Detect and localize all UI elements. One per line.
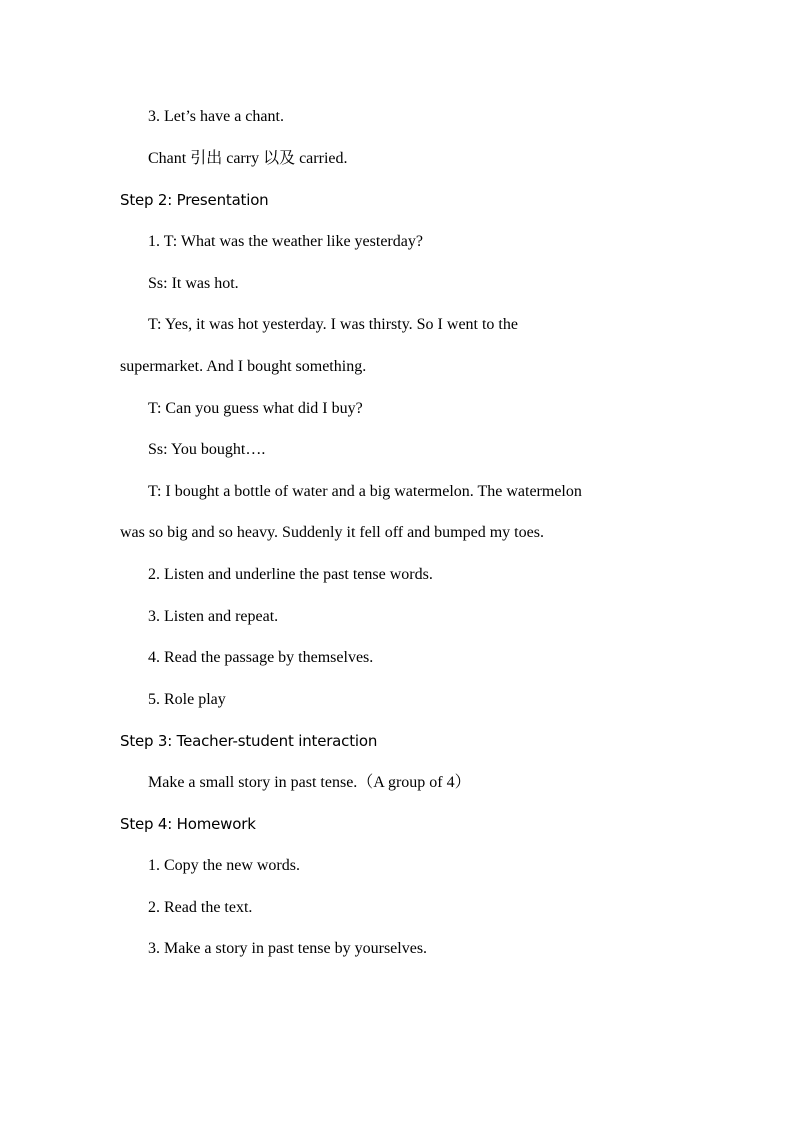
dialogue-line: Ss: You bought…. — [148, 441, 266, 458]
presentation-item-4: 4. Read the passage by themselves. — [148, 649, 374, 666]
homework-item-1: 1. Copy the new words. — [148, 857, 300, 874]
presentation-item-1: 1. T: What was the weather like yesterday? — [148, 233, 423, 250]
homework-item-2: 2. Read the text. — [148, 899, 253, 916]
dialogue-line: Ss: It was hot. — [148, 275, 239, 292]
dialogue-line: T: Yes, it was hot yesterday. I was thirsty. So I went to the — [148, 316, 518, 333]
interaction-item: Make a small story in past tense.（A group of 4） — [148, 774, 471, 791]
step-2-heading: Step 2: Presentation — [120, 191, 269, 209]
presentation-item-5: 5. Role play — [148, 691, 226, 708]
dialogue-line-continued: was so big and so heavy. Suddenly it fell off and bumped my toes. — [120, 524, 544, 541]
presentation-item-3: 3. Listen and repeat. — [148, 608, 279, 625]
dialogue-line: T: Can you guess what did I buy? — [148, 400, 363, 417]
chant-note: Chant 引出 carry 以及 carried. — [148, 150, 348, 167]
presentation-item-2: 2. Listen and underline the past tense words. — [148, 566, 433, 583]
dialogue-line: T: I bought a bottle of water and a big watermelon. The watermelon — [148, 483, 582, 500]
homework-item-3: 3. Make a story in past tense by yourselves. — [148, 940, 428, 957]
dialogue-line-continued: supermarket. And I bought something. — [120, 358, 367, 375]
step-3-heading: Step 3: Teacher-student interaction — [120, 732, 378, 750]
step-4-heading: Step 4: Homework — [120, 815, 256, 833]
chant-step-item: 3. Let’s have a chant. — [148, 108, 284, 125]
